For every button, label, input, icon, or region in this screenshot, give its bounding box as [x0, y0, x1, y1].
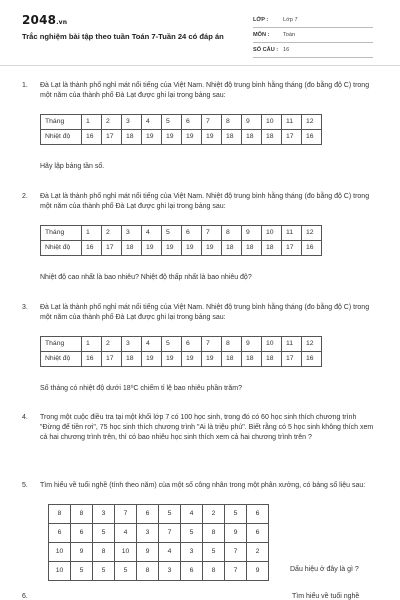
month-cell: 7	[202, 115, 222, 130]
meta-row-class	[253, 13, 373, 28]
month-cell: 7	[202, 226, 222, 241]
table-cell: 3	[181, 543, 203, 562]
table-cell: 6	[247, 505, 269, 524]
table-cell: 5	[115, 562, 137, 581]
month-cell: 1	[82, 115, 102, 130]
table-row	[41, 130, 322, 145]
table-cell: 5	[181, 524, 203, 543]
table-cell: 2	[203, 505, 225, 524]
month-cell: 10	[262, 226, 282, 241]
temperature-cell: 17	[102, 241, 122, 256]
site-logo[interactable]	[22, 12, 67, 29]
temperature-cell: 17	[282, 130, 302, 145]
temperature-cell: 16	[302, 352, 322, 367]
table-cell: 9	[71, 543, 93, 562]
temperature-cell: 18	[122, 352, 142, 367]
temperature-cell: 18	[222, 352, 242, 367]
temperature-cell: 18	[222, 130, 242, 145]
question-number: 6.	[22, 593, 28, 600]
question-text: Tìm hiểu về tuổi nghề (tính theo năm) của một số công nhân trong một phân xưởng, có bảng số liệu sau:	[40, 482, 366, 489]
question-text: Trong một cuộc điều tra tại một khối lớp 7 có 100 học sinh, trong đó có 60 học sinh thích chương trình "Đừng để tiền rơi", 75 học sinh thích chương trình "Ai là triệu phú". Biết rằng có 5 học sinh không thích xem cả hai chương trình trên, thì có bao nhiêu học sinh thích xem cả hai chương trình trên ?	[40, 414, 374, 442]
month-cell: 11	[282, 337, 302, 352]
temperature-cell: 19	[182, 130, 202, 145]
table-row	[41, 352, 322, 367]
table-cell: 6	[247, 524, 269, 543]
table-cell: 8	[203, 562, 225, 581]
temperature-cell: 16	[302, 241, 322, 256]
table-row	[49, 543, 269, 562]
table-cell: 7	[159, 524, 181, 543]
temperature-cell: 17	[102, 130, 122, 145]
document-title: Trắc nghiệm bài tập theo tuần Toán 7-Tuần 24 có đáp án	[22, 32, 224, 41]
table-cell: 3	[137, 524, 159, 543]
month-cell: 5	[162, 337, 182, 352]
temperature-cell: 18	[242, 241, 262, 256]
table-cell: 10	[49, 562, 71, 581]
table-cell: 5	[93, 524, 115, 543]
table-row	[41, 115, 322, 130]
temperature-cell: 19	[182, 241, 202, 256]
table-cell: 8	[137, 562, 159, 581]
month-cell: 5	[162, 226, 182, 241]
month-cell: 9	[242, 337, 262, 352]
table-row	[41, 337, 322, 352]
question-prompt: Hãy lập bảng tần số.	[40, 163, 105, 170]
temperature-cell: 19	[142, 130, 162, 145]
temperature-cell: 19	[202, 130, 222, 145]
temperature-cell: 17	[102, 352, 122, 367]
row-label: Nhiệt độ	[41, 241, 82, 256]
question-number: 2.	[22, 193, 28, 200]
row-label: Tháng	[41, 226, 82, 241]
month-cell: 3	[122, 337, 142, 352]
logo-main: 2048	[22, 13, 57, 27]
month-cell: 2	[102, 115, 122, 130]
question-number: 5.	[22, 482, 28, 489]
table-cell: 8	[203, 524, 225, 543]
table-cell: 9	[225, 524, 247, 543]
month-cell: 8	[222, 226, 242, 241]
month-cell: 11	[282, 115, 302, 130]
temperature-cell: 17	[282, 241, 302, 256]
table-cell: 8	[93, 543, 115, 562]
temperature-cell: 18	[262, 130, 282, 145]
temperature-cell: 19	[142, 241, 162, 256]
question-number: 1.	[22, 82, 28, 89]
month-cell: 12	[302, 115, 322, 130]
temperature-cell: 18	[122, 241, 142, 256]
table-cell: 2	[247, 543, 269, 562]
question-text: Đà Lạt là thành phố nghỉ mát nổi tiếng của Việt Nam. Nhiệt độ trung bình hằng tháng (đo bằng độ C) trong một năm của thành phố Đà Lạt được ghi lại trong bảng sau:	[40, 193, 370, 211]
temperature-cell: 19	[162, 130, 182, 145]
question-prompt: Dấu hiệu ở đây là gì ?	[290, 566, 359, 573]
month-cell: 11	[282, 226, 302, 241]
temperature-cell: 16	[82, 352, 102, 367]
temperature-cell: 18	[242, 130, 262, 145]
month-cell: 7	[202, 337, 222, 352]
temperature-cell: 17	[282, 352, 302, 367]
table-row	[49, 505, 269, 524]
question-text: Đà Lạt là thành phố nghỉ mát nổi tiếng của Việt Nam. Nhiệt độ trung bình hằng tháng (đo bằng độ C) trong một năm của thành phố Đà Lạt được ghi lại trong bảng sau:	[40, 304, 370, 322]
meta-row-count	[253, 43, 373, 58]
temperature-cell: 19	[162, 241, 182, 256]
month-cell: 4	[142, 115, 162, 130]
table-cell: 6	[181, 562, 203, 581]
table-cell: 7	[115, 505, 137, 524]
question-text: Đà Lạt là thành phố nghỉ mát nổi tiếng của Việt Nam. Nhiệt độ trung bình hằng tháng (đo bằng độ C) trong một năm của thành phố Đà Lạt được ghi lại trong bảng sau:	[40, 82, 370, 100]
table-cell: 7	[225, 543, 247, 562]
table-cell: 3	[93, 505, 115, 524]
month-cell: 5	[162, 115, 182, 130]
month-cell: 6	[182, 226, 202, 241]
table-cell: 6	[137, 505, 159, 524]
temperature-cell: 16	[302, 130, 322, 145]
meta-value: Lớp 7	[283, 16, 298, 23]
temperature-cell: 18	[222, 241, 242, 256]
table-row	[41, 226, 322, 241]
table-cell: 6	[49, 524, 71, 543]
table-cell: 5	[203, 543, 225, 562]
temperature-cell: 19	[202, 352, 222, 367]
temperature-table	[40, 336, 322, 367]
question-number: 4.	[22, 414, 28, 421]
table-cell: 10	[115, 543, 137, 562]
temperature-cell: 19	[202, 241, 222, 256]
temperature-cell: 19	[142, 352, 162, 367]
month-cell: 10	[262, 115, 282, 130]
month-cell: 6	[182, 115, 202, 130]
table-cell: 8	[71, 505, 93, 524]
table-row	[49, 562, 269, 581]
table-cell: 9	[137, 543, 159, 562]
document-meta	[253, 13, 373, 58]
temperature-table	[40, 114, 322, 145]
table-cell: 7	[225, 562, 247, 581]
table-cell: 6	[71, 524, 93, 543]
logo-domain: .vn	[56, 19, 68, 26]
month-cell: 6	[182, 337, 202, 352]
temperature-cell: 19	[162, 352, 182, 367]
month-cell: 4	[142, 226, 162, 241]
temperature-cell: 18	[262, 352, 282, 367]
table-cell: 4	[181, 505, 203, 524]
month-cell: 8	[222, 337, 242, 352]
month-cell: 4	[142, 337, 162, 352]
meta-value: Toán	[283, 31, 296, 38]
table-cell: 8	[49, 505, 71, 524]
month-cell: 8	[222, 115, 242, 130]
temperature-cell: 19	[182, 352, 202, 367]
question-number: 3.	[22, 304, 28, 311]
table-row	[41, 241, 322, 256]
table-cell: 9	[247, 562, 269, 581]
month-cell: 10	[262, 337, 282, 352]
table-cell: 5	[225, 505, 247, 524]
question-text-partial: Tìm hiểu về tuổi nghề	[292, 593, 360, 600]
month-cell: 1	[82, 226, 102, 241]
table-cell: 5	[159, 505, 181, 524]
temperature-table	[40, 225, 322, 256]
meta-value: 16	[283, 46, 290, 53]
row-label: Tháng	[41, 337, 82, 352]
month-cell: 2	[102, 337, 122, 352]
table-cell: 10	[49, 543, 71, 562]
temperature-cell: 16	[82, 130, 102, 145]
row-label: Nhiệt độ	[41, 352, 82, 367]
table-cell: 5	[71, 562, 93, 581]
row-label: Tháng	[41, 115, 82, 130]
temperature-cell: 18	[262, 241, 282, 256]
question-prompt: Nhiệt độ cao nhất là bao nhiêu? Nhiệt độ thấp nhất là bao nhiêu độ?	[40, 274, 252, 281]
page-header	[0, 0, 400, 66]
month-cell: 3	[122, 226, 142, 241]
table-cell: 5	[93, 562, 115, 581]
meta-row-subject	[253, 28, 373, 43]
row-label: Nhiệt độ	[41, 130, 82, 145]
table-cell: 4	[159, 543, 181, 562]
table-row	[49, 524, 269, 543]
table-cell: 3	[159, 562, 181, 581]
month-cell: 2	[102, 226, 122, 241]
temperature-cell: 18	[122, 130, 142, 145]
question-prompt: Số tháng có nhiệt độ dưới 18⁰C chiếm tỉ lệ bao nhiêu phần trăm?	[40, 385, 242, 392]
month-cell: 9	[242, 226, 262, 241]
temperature-cell: 18	[242, 352, 262, 367]
meta-key: MÔN :	[253, 31, 270, 38]
month-cell: 1	[82, 337, 102, 352]
month-cell: 3	[122, 115, 142, 130]
temperature-cell: 16	[82, 241, 102, 256]
table-cell: 4	[115, 524, 137, 543]
meta-key: LỚP :	[253, 16, 269, 23]
work-years-table	[48, 504, 269, 581]
meta-key: SỐ CÂU :	[253, 46, 279, 53]
month-cell: 9	[242, 115, 262, 130]
month-cell: 12	[302, 337, 322, 352]
month-cell: 12	[302, 226, 322, 241]
